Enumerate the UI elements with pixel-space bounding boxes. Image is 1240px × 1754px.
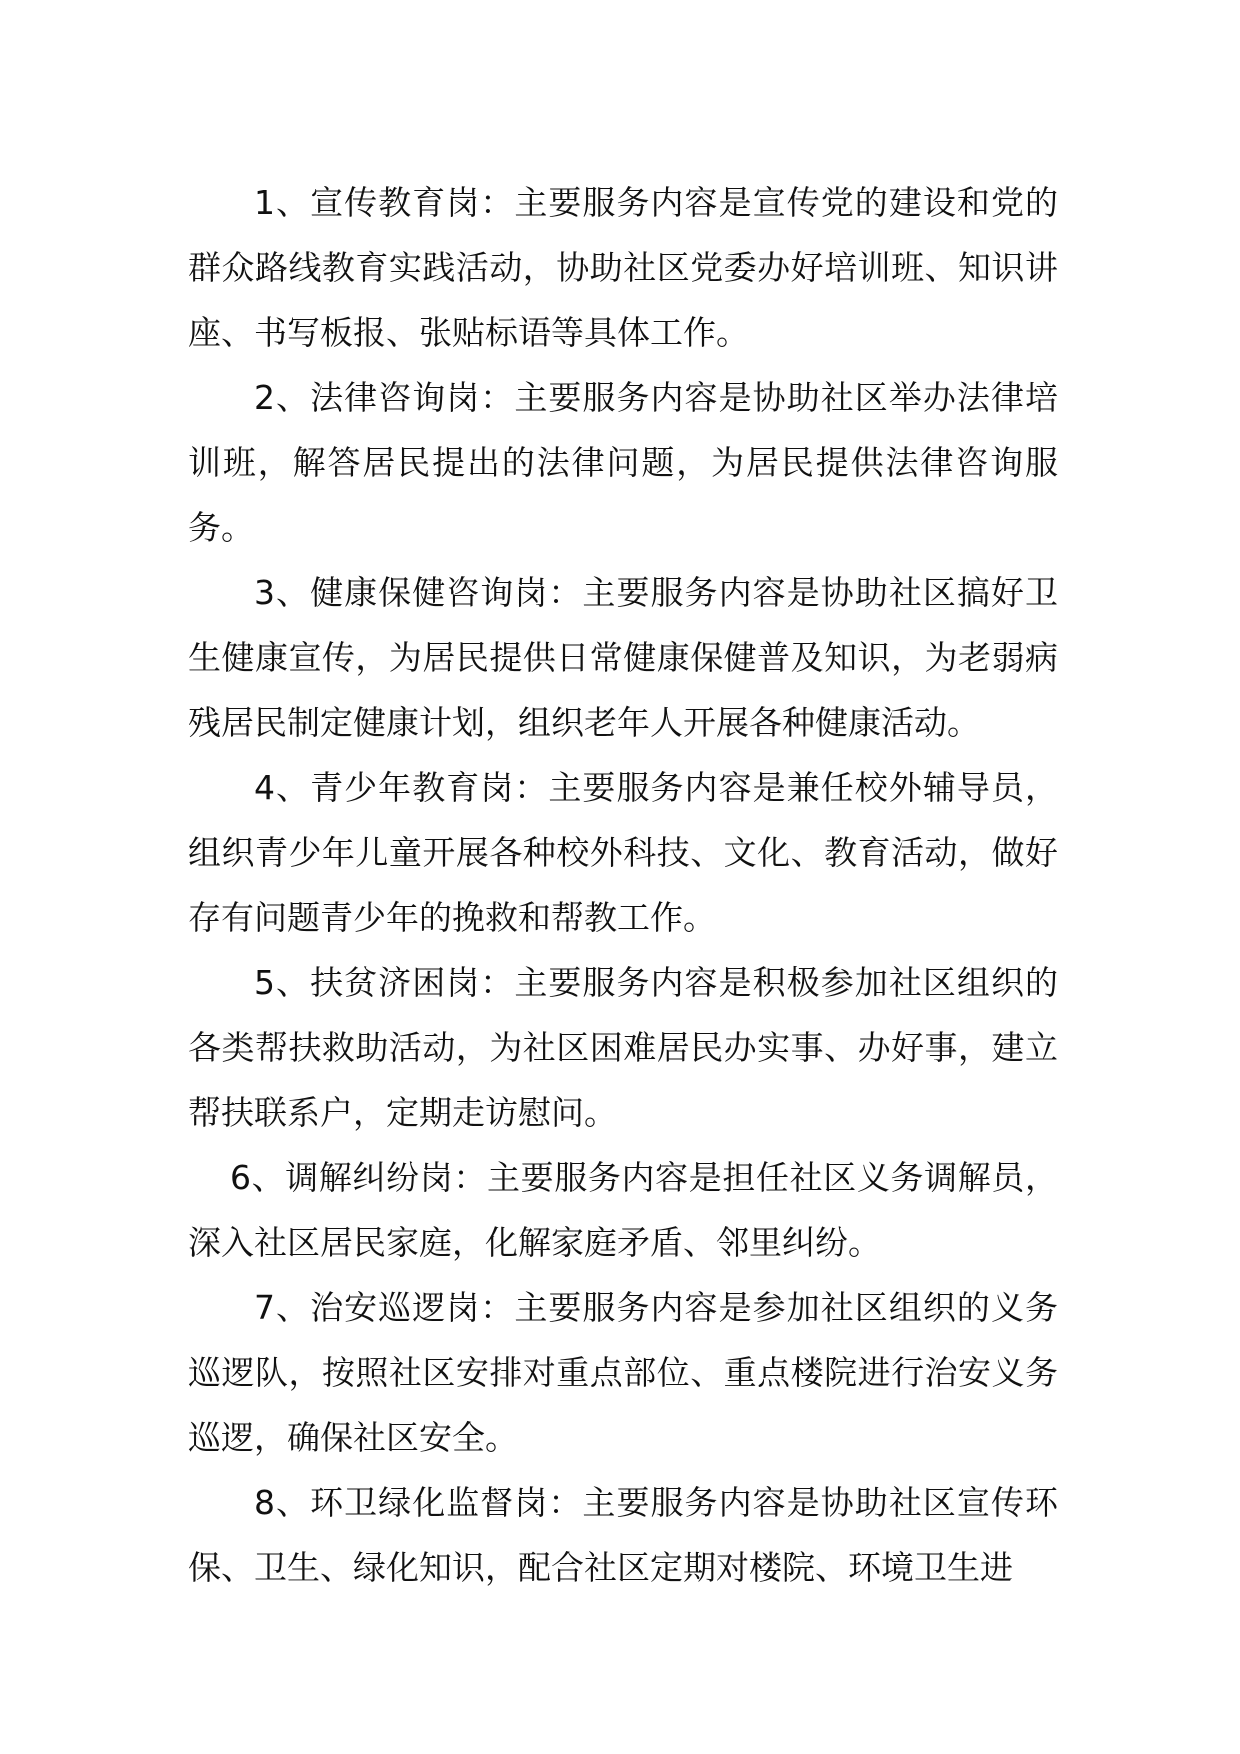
paragraph-legal-consulting: 2、法律咨询岗：主要服务内容是协助社区举办法律培训班，解答居民提出的法律问题，为居民提供法律咨询服务。 xyxy=(188,378,1058,547)
paragraph-dispute-mediation: 6、调解纠纷岗：主要服务内容是担任社区义务调解员，深入社区居民家庭，化解家庭矛盾、邻里纠纷。 xyxy=(188,1158,1058,1262)
paragraph-publicity-education: 1、宣传教育岗：主要服务内容是宣传党的建设和党的群众路线教育实践活动，协助社区党委办好培训班、知识讲座、书写板报、张贴标语等具体工作。 xyxy=(188,183,1058,352)
document-body xyxy=(188,170,1058,1600)
paragraph-youth-education: 4、青少年教育岗：主要服务内容是兼任校外辅导员，组织青少年儿童开展各种校外科技、文化、教育活动，做好存有问题青少年的挽救和帮教工作。 xyxy=(188,768,1058,937)
paragraph-poverty-relief: 5、扶贫济困岗：主要服务内容是积极参加社区组织的各类帮扶救助活动，为社区困难居民办实事、办好事，建立帮扶联系户，定期走访慰问。 xyxy=(188,963,1058,1132)
paragraph-health-consulting: 3、健康保健咨询岗：主要服务内容是协助社区搞好卫生健康宣传，为居民提供日常健康保健普及知识，为老弱病残居民制定健康计划，组织老年人开展各种健康活动。 xyxy=(188,573,1058,742)
paragraph-sanitation-greening: 8、环卫绿化监督岗：主要服务内容是协助社区宣传环保、卫生、绿化知识，配合社区定期对楼院、环境卫生进 xyxy=(188,1483,1058,1587)
paragraph-security-patrol: 7、治安巡逻岗：主要服务内容是参加社区组织的义务巡逻队，按照社区安排对重点部位、重点楼院进行治安义务巡逻，确保社区安全。 xyxy=(188,1288,1058,1457)
